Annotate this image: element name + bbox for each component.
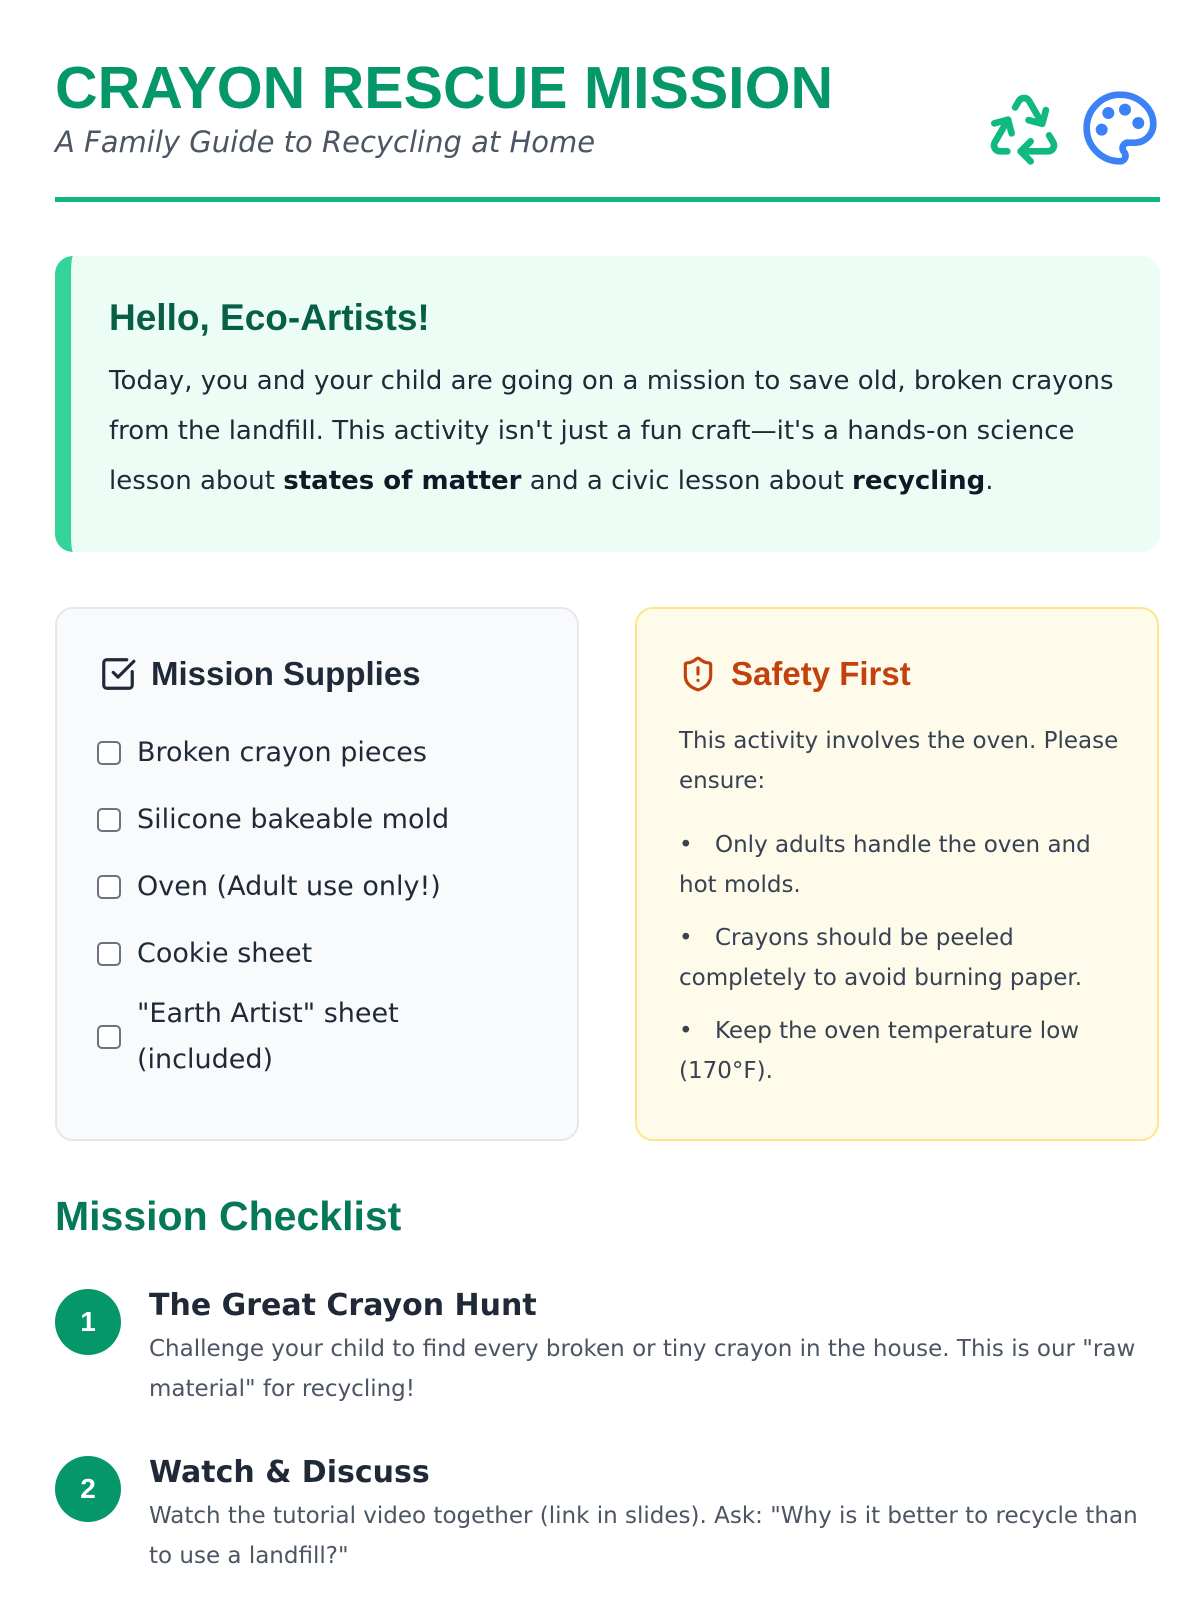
bullet-icon: • [679, 1018, 693, 1044]
intro-text [109, 356, 1124, 506]
intro-callout [55, 256, 1160, 552]
safety-item [679, 1011, 1119, 1091]
supplies-card [55, 607, 579, 1141]
step-number-badge: 1 [55, 1289, 121, 1355]
supply-item[interactable] [97, 786, 537, 853]
step-title: The Great Crayon Hunt [149, 1288, 537, 1323]
supply-checkbox[interactable] [97, 1025, 121, 1049]
safety-intro: This activity involves the oven. Please ensure: [679, 728, 1119, 794]
supply-label: Broken crayon pieces [137, 736, 427, 768]
step-text: Challenge your child to find every broken or tiny crayon in the house. This is our "raw material" for recycling! [149, 1336, 1136, 1402]
checkbox-checked-icon [99, 655, 137, 693]
supply-label: Cookie sheet [137, 937, 313, 969]
supply-item[interactable] [97, 989, 537, 1085]
safety-list [679, 825, 1119, 1104]
safety-header [679, 652, 911, 696]
safety-item-text: Crayons should be peeled completely to avoid burning paper. [679, 925, 1083, 991]
supplies-header [99, 652, 421, 696]
safety-item [679, 918, 1119, 998]
shield-alert-icon [679, 655, 717, 693]
supply-label: Oven (Adult use only!) [137, 870, 441, 902]
supply-item[interactable] [97, 853, 537, 920]
step-body [149, 1285, 1149, 1409]
safety-heading: Safety First [731, 655, 911, 692]
supply-checkbox[interactable] [97, 875, 121, 899]
recycle-icon [984, 88, 1064, 168]
intro-text-end: . [985, 466, 994, 496]
page [55, 0, 1160, 1569]
supply-label: "Earth Artist" sheet (included) [137, 998, 399, 1075]
step-text: Watch the tutorial video together (link in slides). Ask: "Why is it better to recycle than to use a landfill?" [149, 1503, 1138, 1569]
safety-item-text: Keep the oven temperature low (170°F). [679, 1018, 1080, 1084]
supply-checkbox[interactable] [97, 741, 121, 765]
supply-item[interactable] [97, 920, 537, 987]
supply-checkbox[interactable] [97, 808, 121, 832]
supply-checkbox[interactable] [97, 942, 121, 966]
intro-text-start: Today, you and your child are going on a mission to save old, broken crayons from the landfill. This activity isn't just a fun craft—it's a hands-on science lesson about [109, 366, 1114, 496]
supply-label: Silicone bakeable mold [137, 803, 450, 835]
header-icons [984, 88, 1160, 168]
page-subtitle: A Family Guide to Recycling at Home [55, 125, 596, 159]
bullet-icon: • [679, 925, 693, 951]
intro-heading: Hello, Eco-Artists! [109, 297, 430, 338]
safety-item [679, 825, 1119, 905]
intro-bold-recycling: recycling [852, 466, 986, 496]
safety-item-text: Only adults handle the oven and hot molds. [679, 832, 1091, 898]
bullet-icon: • [679, 832, 693, 858]
step-body [149, 1452, 1149, 1576]
header [55, 0, 1160, 202]
intro-bold-states: states of matter [283, 466, 522, 496]
step-title: Watch & Discuss [149, 1455, 430, 1490]
checklist-heading: Mission Checklist [55, 1193, 402, 1239]
supplies-heading: Mission Supplies [151, 655, 421, 692]
step-number-badge: 2 [55, 1456, 121, 1522]
supply-item[interactable] [97, 719, 537, 786]
safety-card [635, 607, 1159, 1141]
palette-icon [1080, 88, 1160, 168]
supplies-list [97, 719, 537, 1085]
page-title: CRAYON RESCUE MISSION [55, 55, 834, 121]
intro-text-middle: and a civic lesson about [521, 466, 853, 496]
